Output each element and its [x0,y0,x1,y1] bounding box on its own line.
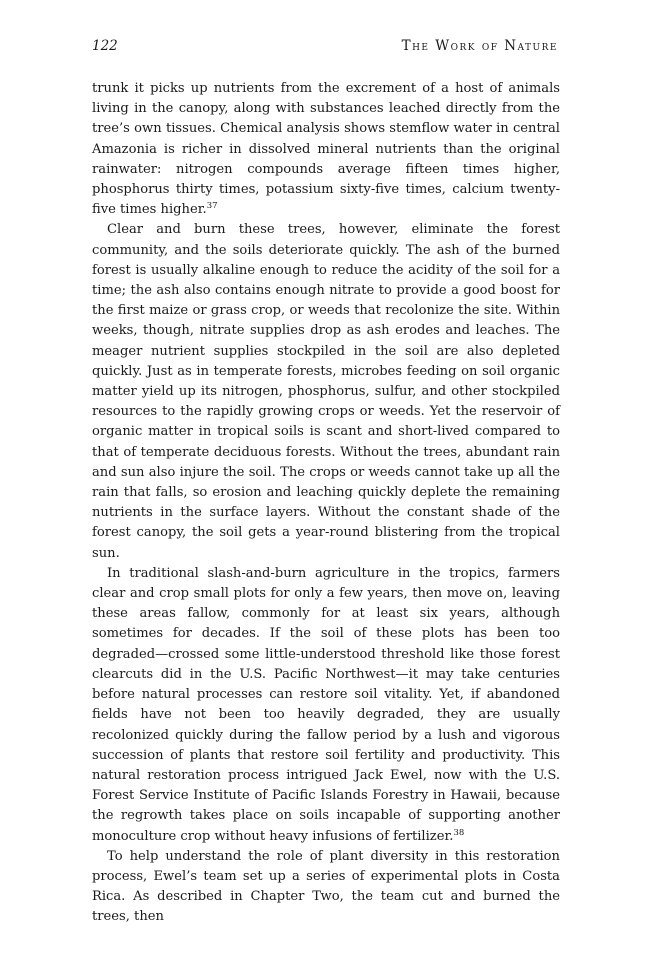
page-number: 122 [92,38,118,54]
running-head [92,38,558,60]
running-title: The Work of Nature [401,38,558,54]
paragraph-text: To help understand the role of plant diversity in this restoration process, Ewel’s team set up a series of experimental plots in Costa Rica. As described in Chapter Two, the team cut and burned the trees, then [92,848,560,925]
paragraph-text: In traditional slash-and-burn agriculture in the tropics, farmers clear and crop small plots for only a few years, then move on, leaving these areas fallow, commonly for at least six years, although sometimes for decades. If the soil of these plots has been too degraded—crossed some little-understood threshold like those forest clearcuts did in the U.S. Pacific Northwest—it may take centuries before natural processes can restore soil vitality. Yet, if abandoned fields have not been too heavily degraded, they are usually recolonized quickly during the fallow period by a lush and vigorous succession of plants that restore soil fertility and productivity. This natural restoration process intrigued Jack Ewel, now with the U.S. Forest Service Institute of Pacific Islands Forestry in Hawaii, because the regrowth takes place on soils incapable of supporting another monoculture crop without heavy infusions of fertilizer. [92,565,560,844]
paragraph-continued [92,79,560,220]
footnote-reference: 38 [453,827,465,838]
paragraph [92,847,560,928]
footnote-reference: 37 [206,201,218,212]
paragraph-text: Clear and burn these trees, however, eliminate the forest community, and the soils deteriorate quickly. The ash of the burned forest is usually alkaline enough to reduce the acidity of the soil for a time; the ash also contains enough nitrate to provide a good boost for the first maize or grass crop, or weeds that recolonize the site. Within weeks, though, nitrate supplies drop as ash erodes and leaches. The meager nutrient supplies stockpiled in the soil are also depleted quickly. Just as in temperate forests, microbes feeding on soil organic matter yield up its nitrogen, phosphorus, sulfur, and other stockpiled resources to the rapidly growing crops or weeds. Yet the reservoir of organic matter in tropical soils is scant and short-lived compared to that of temperate deciduous forests. Without the trees, abundant rain and sun also injure the soil. The crops or weeds cannot take up all the rain that falls, so erosion and leaching quickly deplete the remaining nutrients in the surface layers. Without the constant shade of the forest canopy, the soil gets a year-round blistering from the tropical sun. [92,222,560,561]
paragraph-text: trunk it picks up nutrients from the excrement of a host of animals living in the canopy, along with substances leached directly from the tree’s own tissues. Chemical analysis shows stemflow water in central Amazonia is richer in dissolved mineral nutrients than the original rainwater: nitrogen compounds average fifteen times higher, phosphorus thirty times, potassium sixty-five times, calcium twenty-five times higher. [92,81,560,218]
paragraph [92,564,560,847]
paragraph [92,220,560,563]
body-text [92,79,560,928]
